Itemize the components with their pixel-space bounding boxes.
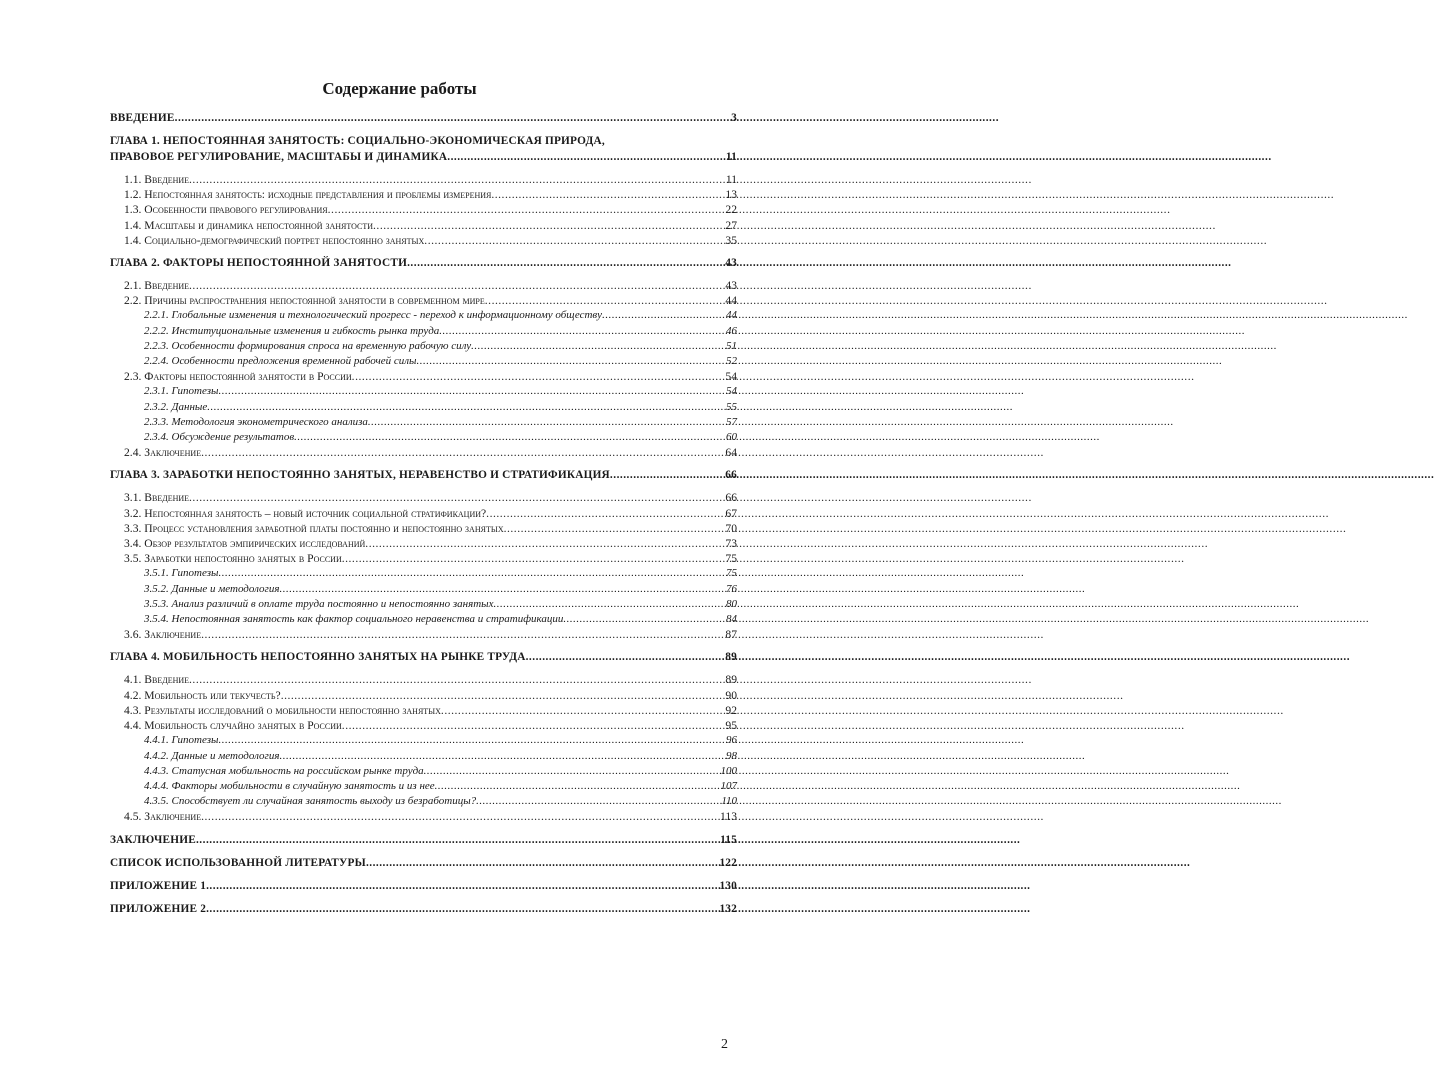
toc-entry-subsection[interactable] [110,779,737,794]
toc-entry-section[interactable] [110,187,737,202]
toc-entry-page: 75 [725,552,737,566]
toc-entry-chapter-4[interactable] [110,649,737,665]
toc-leader-dots [196,832,719,848]
toc-entry-title: ПРИЛОЖЕНИЕ 2 [110,902,207,915]
toc-entry-page: 89 [725,651,737,664]
toc-entry-appendix-2[interactable] [110,901,737,917]
toc-entry-bibliography[interactable] [110,855,737,871]
toc-leader-dots [602,308,725,323]
toc-entry-page: 110 [721,795,737,808]
toc-entry-title: 3.5.3. Анализ различий в оплате труда постоянно и непостоянно занятых [144,597,494,610]
toc-entry-title: 2.2.1. Глобальные изменения и технологический прогресс - переход к информационному обществу [144,309,603,322]
toc-leader-dots [279,582,725,597]
toc-leader-dots [491,187,724,202]
toc-leader-dots [407,255,724,271]
toc-entry-page: 54 [726,385,737,398]
toc-leader-dots [485,293,725,308]
toc-entry-page: 52 [726,355,737,368]
toc-entry-page: 11 [725,173,737,186]
toc-entry-section[interactable] [110,369,737,384]
toc-leader-dots [201,445,724,460]
toc-entry-title: 3.5.2. Данные и методология [144,582,280,595]
toc-entry-subsection[interactable] [110,430,737,445]
toc-entry-subsection[interactable] [110,324,737,339]
toc-entry-section[interactable] [110,202,737,217]
toc-entry-page: 55 [726,400,737,413]
toc-entry-section[interactable] [110,688,737,703]
toc-entry-title: 4.4.3. Статусная мобильность на российском рынке труда [144,764,424,777]
toc-entry-title: 1.4. Масштабы и динамика непостоянной занятости [124,218,374,232]
toc-entry-title: 4.4.2. Данные и методология [144,749,280,762]
toc-leader-dots [218,384,725,399]
toc-entry-page: 43 [725,279,737,293]
toc-leader-dots [368,415,725,430]
toc-entry-page: 13 [725,188,737,202]
toc-entry-page: 3 [731,112,737,124]
toc-leader-dots [493,597,725,612]
toc-entry-title: 3.1. Введение [124,491,190,505]
toc-entry-subsection[interactable] [110,308,737,323]
toc-entry-page: 44 [726,309,737,322]
toc-entry-subsection[interactable] [110,794,737,809]
toc-entry-section[interactable] [110,536,737,551]
toc-entry-page: 44 [725,294,737,308]
toc-leader-dots [610,467,724,483]
toc-entry-subsection[interactable] [110,566,737,581]
toc-leader-dots [206,901,718,917]
toc-leader-dots [218,566,725,581]
toc-leader-dots [424,764,720,779]
toc-entry-subsection[interactable] [110,733,737,748]
toc-leader-dots [201,627,724,642]
toc-entry-page: 132 [719,902,737,915]
table-of-contents [110,110,737,917]
toc-entry-title: 1.3. Особенности правового регулирования [124,203,328,217]
toc-entry-title: 1.1. Введение [124,173,190,186]
toc-entry-page: 98 [726,749,737,762]
toc-entry-section[interactable] [110,672,737,687]
toc-entry-title: ЗАКЛЮЧЕНИЕ [110,833,196,846]
toc-entry-title: 2.3.4. Обсуждение результатов [144,431,295,444]
toc-entry-page: 35 [725,233,737,247]
toc-entry-page: 107 [720,779,737,792]
toc-leader-dots [471,339,725,354]
toc-entry-section[interactable] [110,627,737,642]
toc-entry-title: 4.3.5. Способствует ли случайная занятость выходу из безработицы? [144,795,477,808]
toc-entry-page: 43 [725,257,737,270]
toc-leader-dots [189,672,724,687]
toc-leader-dots [439,324,725,339]
toc-entry-subsection[interactable] [110,415,737,430]
toc-entry-title: 3.5.4. Непостоянная занятость как фактор социального неравенства и стратификации [144,613,564,626]
toc-entry-subsection[interactable] [110,354,737,369]
toc-entry-subsection[interactable] [110,582,737,597]
toc-entry-page: 84 [726,613,737,626]
toc-leader-dots [189,172,725,187]
toc-entry-title: 3.6. Заключение [124,628,202,642]
toc-entry-title: 2.2. Причины распространения непостоянной занятости в современном мире [124,294,485,308]
toc-entry-title: СПИСОК ИСПОЛЬЗОВАННОЙ ЛИТЕРАТУРЫ [110,856,366,869]
toc-entry-page: 130 [719,879,737,892]
toc-entry-section[interactable] [110,506,737,521]
toc-entry-title: 4.5. Заключение [124,810,202,824]
toc-entry-page: 76 [726,582,737,595]
toc-entry-title: 2.2.3. Особенности формирования спроса на временную рабочую силу [144,339,472,352]
toc-entry-title: ВВЕДЕНИЕ [110,112,175,124]
toc-entry-subsection[interactable] [110,764,737,779]
toc-entry-title: 1.4. Социально-демографический портрет непостоянно занятых [124,233,425,247]
toc-entry-title: ГЛАВА 2. ФАКТОРЫ НЕПОСТОЯННОЙ ЗАНЯТОСТИ [110,257,408,270]
toc-entry-page: 27 [725,218,737,232]
toc-leader-dots [417,354,726,369]
toc-leader-dots [435,779,720,794]
toc-entry-title: 3.2. Непостоянная занятость – новый источник социальной стратификации? [124,506,487,520]
toc-entry-section[interactable] [110,445,737,460]
toc-leader-dots [218,733,725,748]
toc-leader-dots [281,688,725,703]
toc-entry-page: 67 [725,506,737,520]
page-title: Содержание работы [322,79,477,98]
toc-leader-dots [279,749,725,764]
toc-leader-dots [206,878,718,894]
toc-entry-title: 3.3. Процесс установления заработной платы постоянно и непостоянно занятых [124,521,504,535]
toc-entry-title: 4.3. Результаты исследований о мобильности непостоянно занятых [124,703,441,717]
toc-entry-title-continued: ПРАВОВОЕ РЕГУЛИРОВАНИЕ, МАСШТАБЫ И ДИНАМИКА [110,151,448,163]
toc-leader-dots [563,612,725,627]
toc-entry-page: 60 [726,431,737,444]
toc-leader-dots [373,218,724,233]
toc-entry-chapter-1[interactable] [110,133,737,165]
toc-entry-title: 2.1. Введение [124,279,190,293]
toc-entry-title: 3.4. Обзор результатов эмпирических исследований [124,537,366,551]
toc-entry-section[interactable] [110,551,737,566]
toc-leader-dots [486,506,724,521]
toc-entry-title: 4.1. Введение [124,673,190,687]
toc-entry-section[interactable] [110,218,737,233]
toc-leader-dots [189,490,724,505]
toc-entry-subsection[interactable] [110,400,737,415]
toc-leader-dots [424,233,724,248]
toc-entry-section[interactable] [110,703,737,718]
toc-entry-page: 51 [726,339,737,352]
toc-entry-page: 64 [725,446,737,460]
toc-entry-page: 89 [725,673,737,687]
toc-leader-dots [352,369,725,384]
toc-entry-title: 4.4.4. Факторы мобильности в случайную занятость и из нее [144,779,435,792]
toc-entry-page: 46 [726,324,737,337]
toc-entry-title: 3.5.1. Гипотезы [144,567,219,580]
toc-leader-dots [328,202,725,217]
toc-entry-section[interactable] [110,490,737,505]
page-number: 2 [721,1037,728,1052]
toc-leader-dots [504,521,725,536]
toc-entry-subsection[interactable] [110,384,737,399]
toc-entry-section[interactable] [110,233,737,248]
toc-entry-page: 57 [726,415,737,428]
toc-entry-page: 11 [725,151,737,163]
toc-entry-section[interactable] [110,809,737,824]
toc-entry-conclusion[interactable] [110,832,737,848]
toc-entry-title: ГЛАВА 1. НЕПОСТОЯННАЯ ЗАНЯТОСТЬ: СОЦИАЛЬНО-ЭКОНОМИЧЕСКАЯ ПРИРОДА, [110,135,605,147]
toc-entry-subsection[interactable] [110,749,737,764]
toc-entry-page: 96 [726,734,737,747]
toc-entry-page: 90 [725,688,737,702]
toc-leader-dots [365,536,724,551]
toc-leader-dots [201,809,719,824]
toc-entry-title: 2.4. Заключение [124,446,202,460]
toc-entry-page: 100 [720,764,737,777]
toc-leader-dots [366,855,719,871]
toc-entry-page: 70 [725,521,737,535]
toc-leader-dots [175,110,731,126]
toc-entry-subsection[interactable] [110,612,737,627]
toc-entry-page: 66 [725,491,737,505]
toc-entry-title: ГЛАВА 3. ЗАРАБОТКИ НЕПОСТОЯННО ЗАНЯТЫХ, НЕРАВЕНСТВО И СТРАТИФИКАЦИЯ [110,469,610,482]
toc-entry-subsection[interactable] [110,597,737,612]
toc-leader-dots [342,718,725,733]
toc-entry-title: 2.2.2. Институциональные изменения и гибкость рынка труда [144,324,440,337]
toc-entry-subsection[interactable] [110,339,737,354]
toc-entry-page: 113 [720,810,737,824]
toc-entry-page: 122 [719,856,737,869]
toc-entry-page: 75 [726,567,737,580]
toc-entry-title: 4.2. Мобильность или текучесть? [124,688,281,702]
toc-entry-section[interactable] [110,293,737,308]
toc-entry-title: 3.5. Заработки непостоянно занятых в России [124,552,342,566]
toc-leader-dots [526,649,725,665]
toc-entry-title: 2.3.1. Гипотезы [144,385,219,398]
toc-entry-title: 2.3.2. Данные [144,400,208,413]
toc-leader-dots [207,400,725,415]
toc-entry-chapter-2[interactable] [110,255,737,271]
toc-entry-title: 2.3. Факторы непостоянной занятости в России [124,370,352,384]
toc-entry-page: 95 [725,719,737,733]
toc-leader-dots [342,551,725,566]
toc-entry-page: 66 [725,469,737,482]
toc-entry-title: 4.4.1. Гипотезы [144,734,219,747]
toc-leader-dots [294,430,725,445]
toc-entry-title: ГЛАВА 4. МОБИЛЬНОСТЬ НЕПОСТОЯННО ЗАНЯТЫХ НА РЫНКЕ ТРУДА [110,651,526,664]
toc-entry-title: ПРИЛОЖЕНИЕ 1 [110,879,207,892]
toc-leader-dots [441,703,724,718]
toc-leader-dots [189,278,724,293]
toc-entry-page: 80 [726,597,737,610]
toc-entry-page: 87 [725,628,737,642]
toc-entry-page: 115 [720,833,737,846]
toc-entry-section[interactable] [110,278,737,293]
toc-leader-dots [476,794,720,809]
toc-leader-dots [447,149,725,165]
toc-entry-introduction[interactable] [110,110,737,126]
toc-entry-section[interactable] [110,172,737,187]
toc-entry-section[interactable] [110,718,737,733]
toc-entry-appendix-1[interactable] [110,878,737,894]
toc-entry-title: 2.3.3. Методология эконометрического анализа [144,415,368,428]
toc-entry-page: 73 [725,537,737,551]
toc-entry-title: 1.2. Непостоянная занятость: исходные представления и проблемы измерения [124,188,492,202]
toc-entry-title: 2.2.4. Особенности предложения временной рабочей силы [144,355,417,368]
toc-entry-chapter-3[interactable] [110,467,737,483]
toc-entry-section[interactable] [110,521,737,536]
toc-entry-page: 54 [725,370,737,384]
toc-entry-page: 22 [725,203,737,217]
toc-entry-page: 92 [725,703,737,717]
toc-entry-title: 4.4. Мобильность случайно занятых в России [124,719,342,733]
